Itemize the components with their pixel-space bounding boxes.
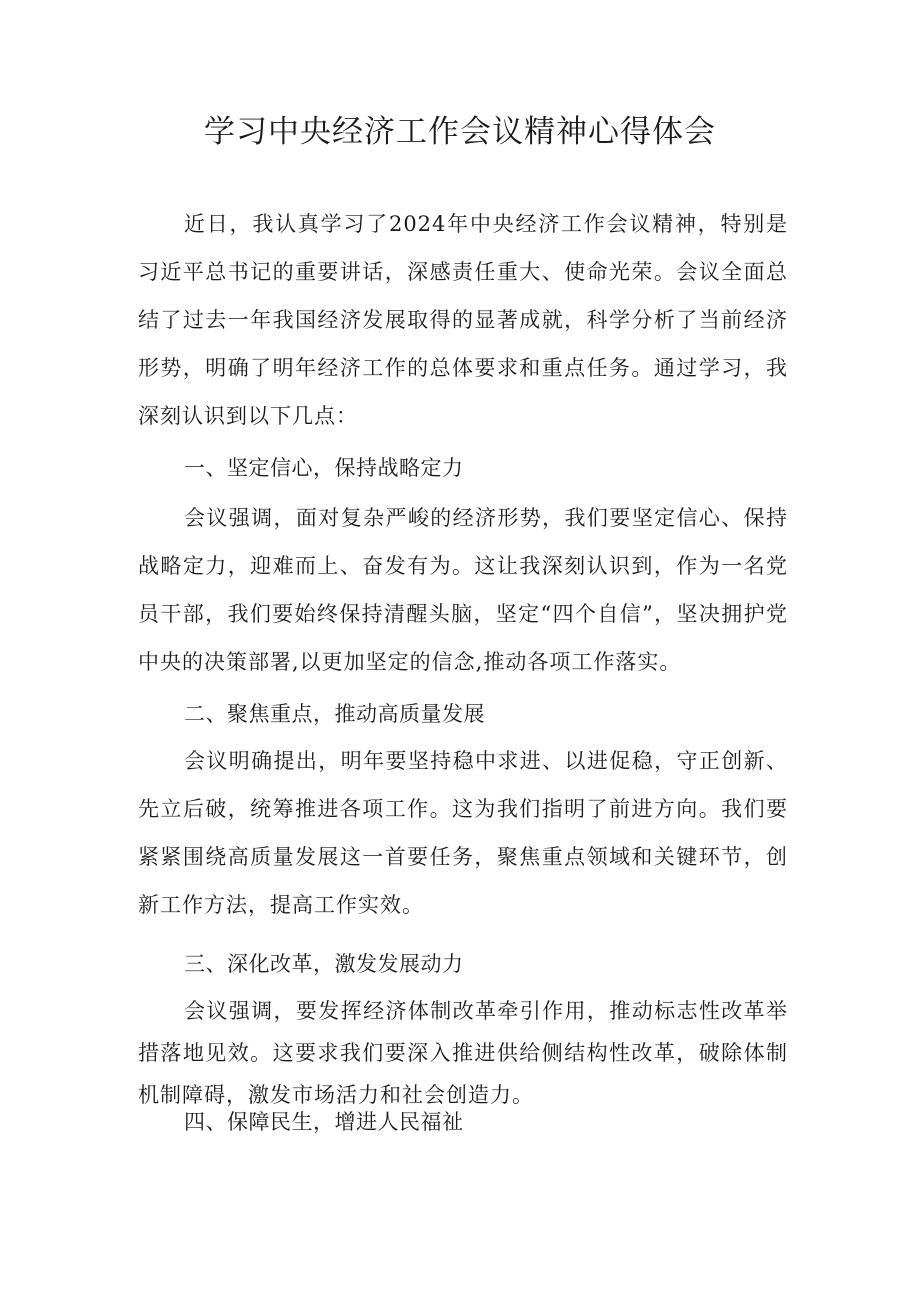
section-body-3: 会议强调，要发挥经济体制改革牵引作用，推动标志性改革举措落地见效。这要求我们要深入推进供给侧结构性改革，破除体制机制障碍，激发市场活力和社会创造力。 <box>138 999 788 1107</box>
intro-paragraph: 近日，我认真学习了2024年中央经济工作会议精神，特别是习近平总书记的重要讲话，深感责任重大、使命光荣。会议全面总结了过去一年我国经济发展取得的显著成就，科学分析了当前经济形势，明确了明年经济工作的总体要求和重点任务。通过学习，我深刻认识到以下几点： <box>138 212 788 428</box>
section-heading-1: 一、坚定信心，保持战略定力 <box>184 456 464 480</box>
section-heading-3: 三、深化改革，激发发展动力 <box>184 952 464 976</box>
section-body-2: 会议明确提出，明年要坚持稳中求进、以进促稳，守正创新、先立后破，统筹推进各项工作。这为我们指明了前进方向。我们要紧紧围绕高质量发展这一首要任务，聚焦重点领域和关键环节，创新工作方法，提高工作实效。 <box>138 749 788 917</box>
section-heading-2: 二、聚焦重点，推动高质量发展 <box>184 702 485 726</box>
section-heading-4: 四、保障民生，增进人民福祉 <box>184 1110 464 1134</box>
section-body-1: 会议强调，面对复杂严峻的经济形势，我们要坚定信心、保持战略定力，迎难而上、奋发有为。这让我深刻认识到，作为一名党员干部，我们要始终保持清醒头脑，坚定“四个自信”，坚决拥护党中央的决策部署,以更加坚定的信念,推动各项工作落实。 <box>138 506 788 674</box>
document-title: 学习中央经济工作会议精神心得体会 <box>204 114 716 150</box>
